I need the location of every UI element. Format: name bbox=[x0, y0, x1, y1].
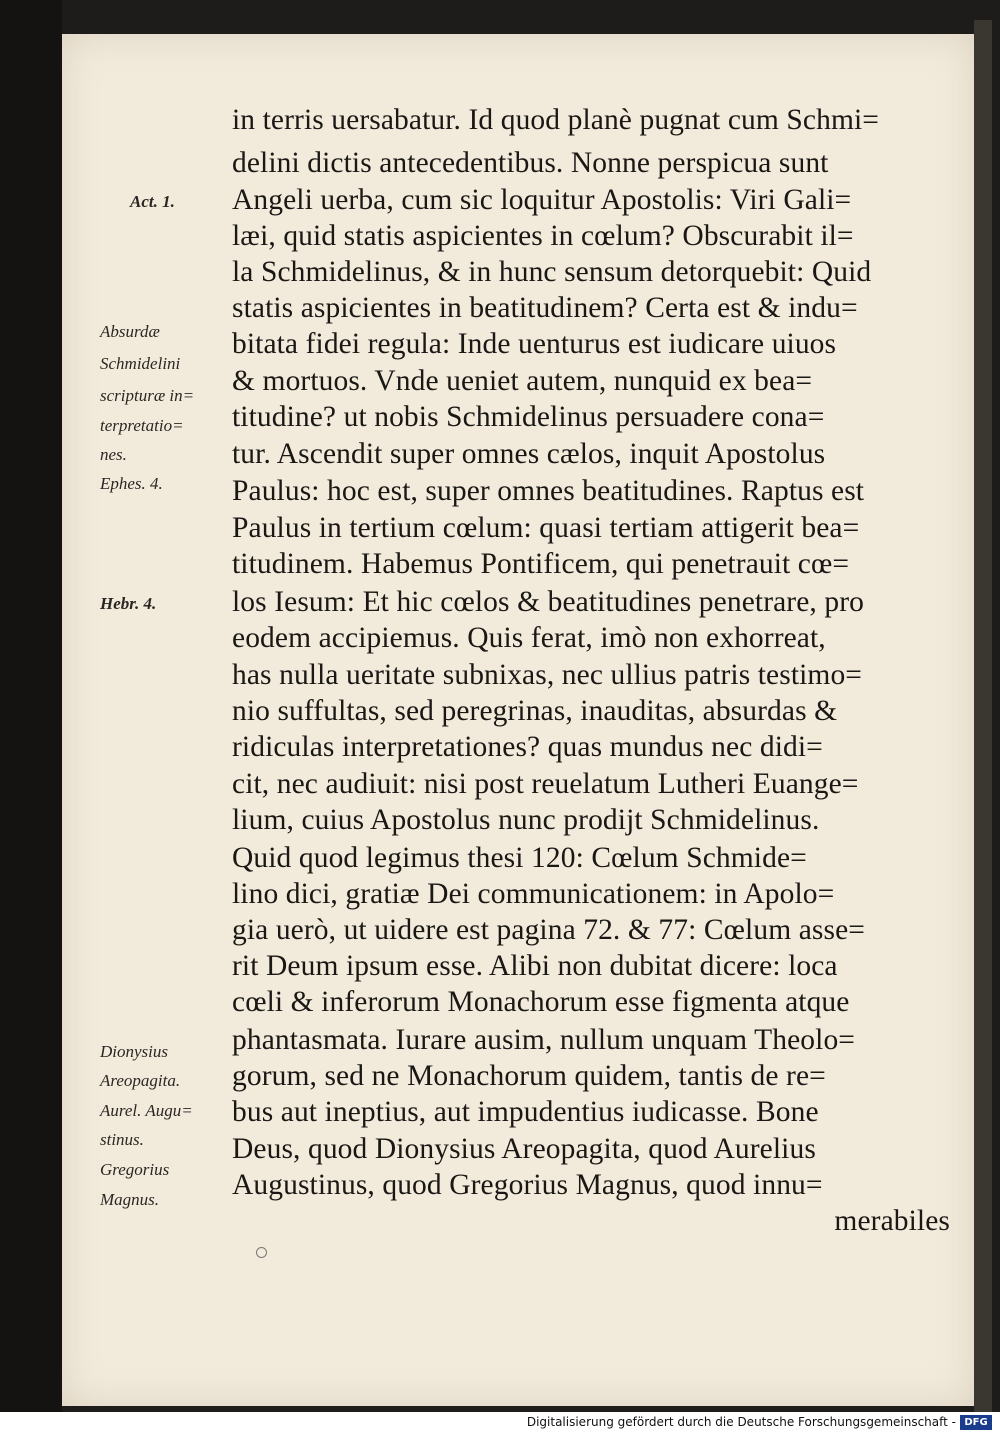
text-line: Quid quod legimus thesi 120: Cœlum Schmide= bbox=[232, 842, 807, 874]
text-line: bus aut ineptius, aut impudentius iudicasse. Bone bbox=[232, 1096, 819, 1128]
footer-funding-text: Digitalisierung gefördert durch die Deutsche Forschungsgemeinschaft - bbox=[526, 1415, 956, 1429]
scan-left-gutter bbox=[0, 0, 62, 1412]
text-line: has nulla ueritate subnixas, nec ullius patris testimo= bbox=[232, 659, 863, 691]
marginal-note-absurdae: nes. bbox=[100, 445, 127, 464]
text-line: Deus, quod Dionysius Areopagita, quod Aurelius bbox=[232, 1133, 816, 1165]
text-line: Paulus: hoc est, super omnes beatitudines. Raptus est bbox=[232, 475, 865, 507]
paper-speck bbox=[256, 1247, 267, 1258]
text-line: delini dictis antecedentibus. Nonne perspicua sunt bbox=[232, 147, 829, 179]
marginal-note-hebr: Hebr. 4. bbox=[100, 594, 157, 613]
text-line: in terris uersabatur. Id quod planè pugnat cum Schmi= bbox=[232, 104, 880, 136]
marginal-note-act: Act. 1. bbox=[130, 192, 175, 211]
marginal-note-fathers: Areopagita. bbox=[100, 1071, 181, 1090]
text-line: & mortuos. Vnde ueniet autem, nunquid ex bea= bbox=[232, 365, 813, 397]
catchword: merabiles bbox=[834, 1205, 950, 1237]
text-line: læi, quid statis aspicientes in cœlum? Obscurabit il= bbox=[232, 220, 854, 252]
marginal-note-fathers: Aurel. Augu= bbox=[100, 1101, 193, 1120]
text-line: lino dici, gratiæ Dei communicationem: in Apolo= bbox=[232, 878, 835, 910]
text-line: Angeli uerba, cum sic loquitur Apostolis: Viri Gali= bbox=[232, 184, 852, 216]
text-line: phantasmata. Iurare ausim, nullum unquam Theolo= bbox=[232, 1024, 856, 1056]
marginal-note-fathers: stinus. bbox=[100, 1130, 144, 1149]
text-line: Paulus in tertium cœlum: quasi tertiam attigerit bea= bbox=[232, 512, 860, 544]
text-line: bitata fidei regula: Inde uenturus est iudicare uiuos bbox=[232, 328, 837, 360]
text-line: gia uerò, ut uidere est pagina 72. & 77: Cœlum asse= bbox=[232, 914, 866, 946]
text-line: statis aspicientes in beatitudinem? Certa est & indu= bbox=[232, 292, 858, 324]
marginal-note-absurdae: Absurdæ bbox=[100, 322, 160, 341]
marginal-note-absurdae: terpretatio= bbox=[100, 416, 184, 435]
marginal-note-fathers: Dionysius bbox=[100, 1042, 168, 1061]
text-line: titudine? ut nobis Schmidelinus persuadere cona= bbox=[232, 401, 825, 433]
text-line: rit Deum ipsum esse. Alibi non dubitat dicere: loca bbox=[232, 950, 838, 982]
text-line: nio suffultas, sed peregrinas, inauditas, absurdas & bbox=[232, 695, 838, 727]
marginal-note-absurdae: Schmidelini bbox=[100, 354, 181, 373]
text-line: la Schmidelinus, & in hunc sensum detorquebit: Quid bbox=[232, 256, 872, 288]
text-line: tur. Ascendit super omnes cælos, inquit Apostolus bbox=[232, 438, 826, 470]
text-line: cit, nec audiuit: nisi post reuelatum Lutheri Euange= bbox=[232, 768, 859, 800]
text-line: Augustinus, quod Gregorius Magnus, quod innu= bbox=[232, 1169, 823, 1201]
marginal-note-fathers: Gregorius bbox=[100, 1160, 170, 1179]
text-line: lium, cuius Apostolus nunc prodijt Schmidelinus. bbox=[232, 804, 820, 836]
text-line: cœli & inferorum Monachorum esse figmenta atque bbox=[232, 986, 850, 1018]
text-line: eodem accipiemus. Quis ferat, imò non exhorreat, bbox=[232, 622, 826, 654]
text-line: gorum, sed ne Monachorum quidem, tantis de re= bbox=[232, 1060, 826, 1092]
text-line: titudinem. Habemus Pontificem, qui penetrauit cœ= bbox=[232, 548, 850, 580]
text-line: ridiculas interpretationes? quas mundus nec didi= bbox=[232, 731, 823, 763]
marginal-note-absurdae: scripturæ in= bbox=[100, 386, 195, 405]
text-line: los Iesum: Et hic cœlos & beatitudines penetrare, pro bbox=[232, 586, 865, 618]
dfg-logo: DFG bbox=[960, 1415, 992, 1430]
scan-right-edge bbox=[974, 20, 992, 1412]
marginal-note-ephes: Ephes. 4. bbox=[100, 474, 163, 493]
marginal-note-fathers: Magnus. bbox=[100, 1190, 160, 1209]
